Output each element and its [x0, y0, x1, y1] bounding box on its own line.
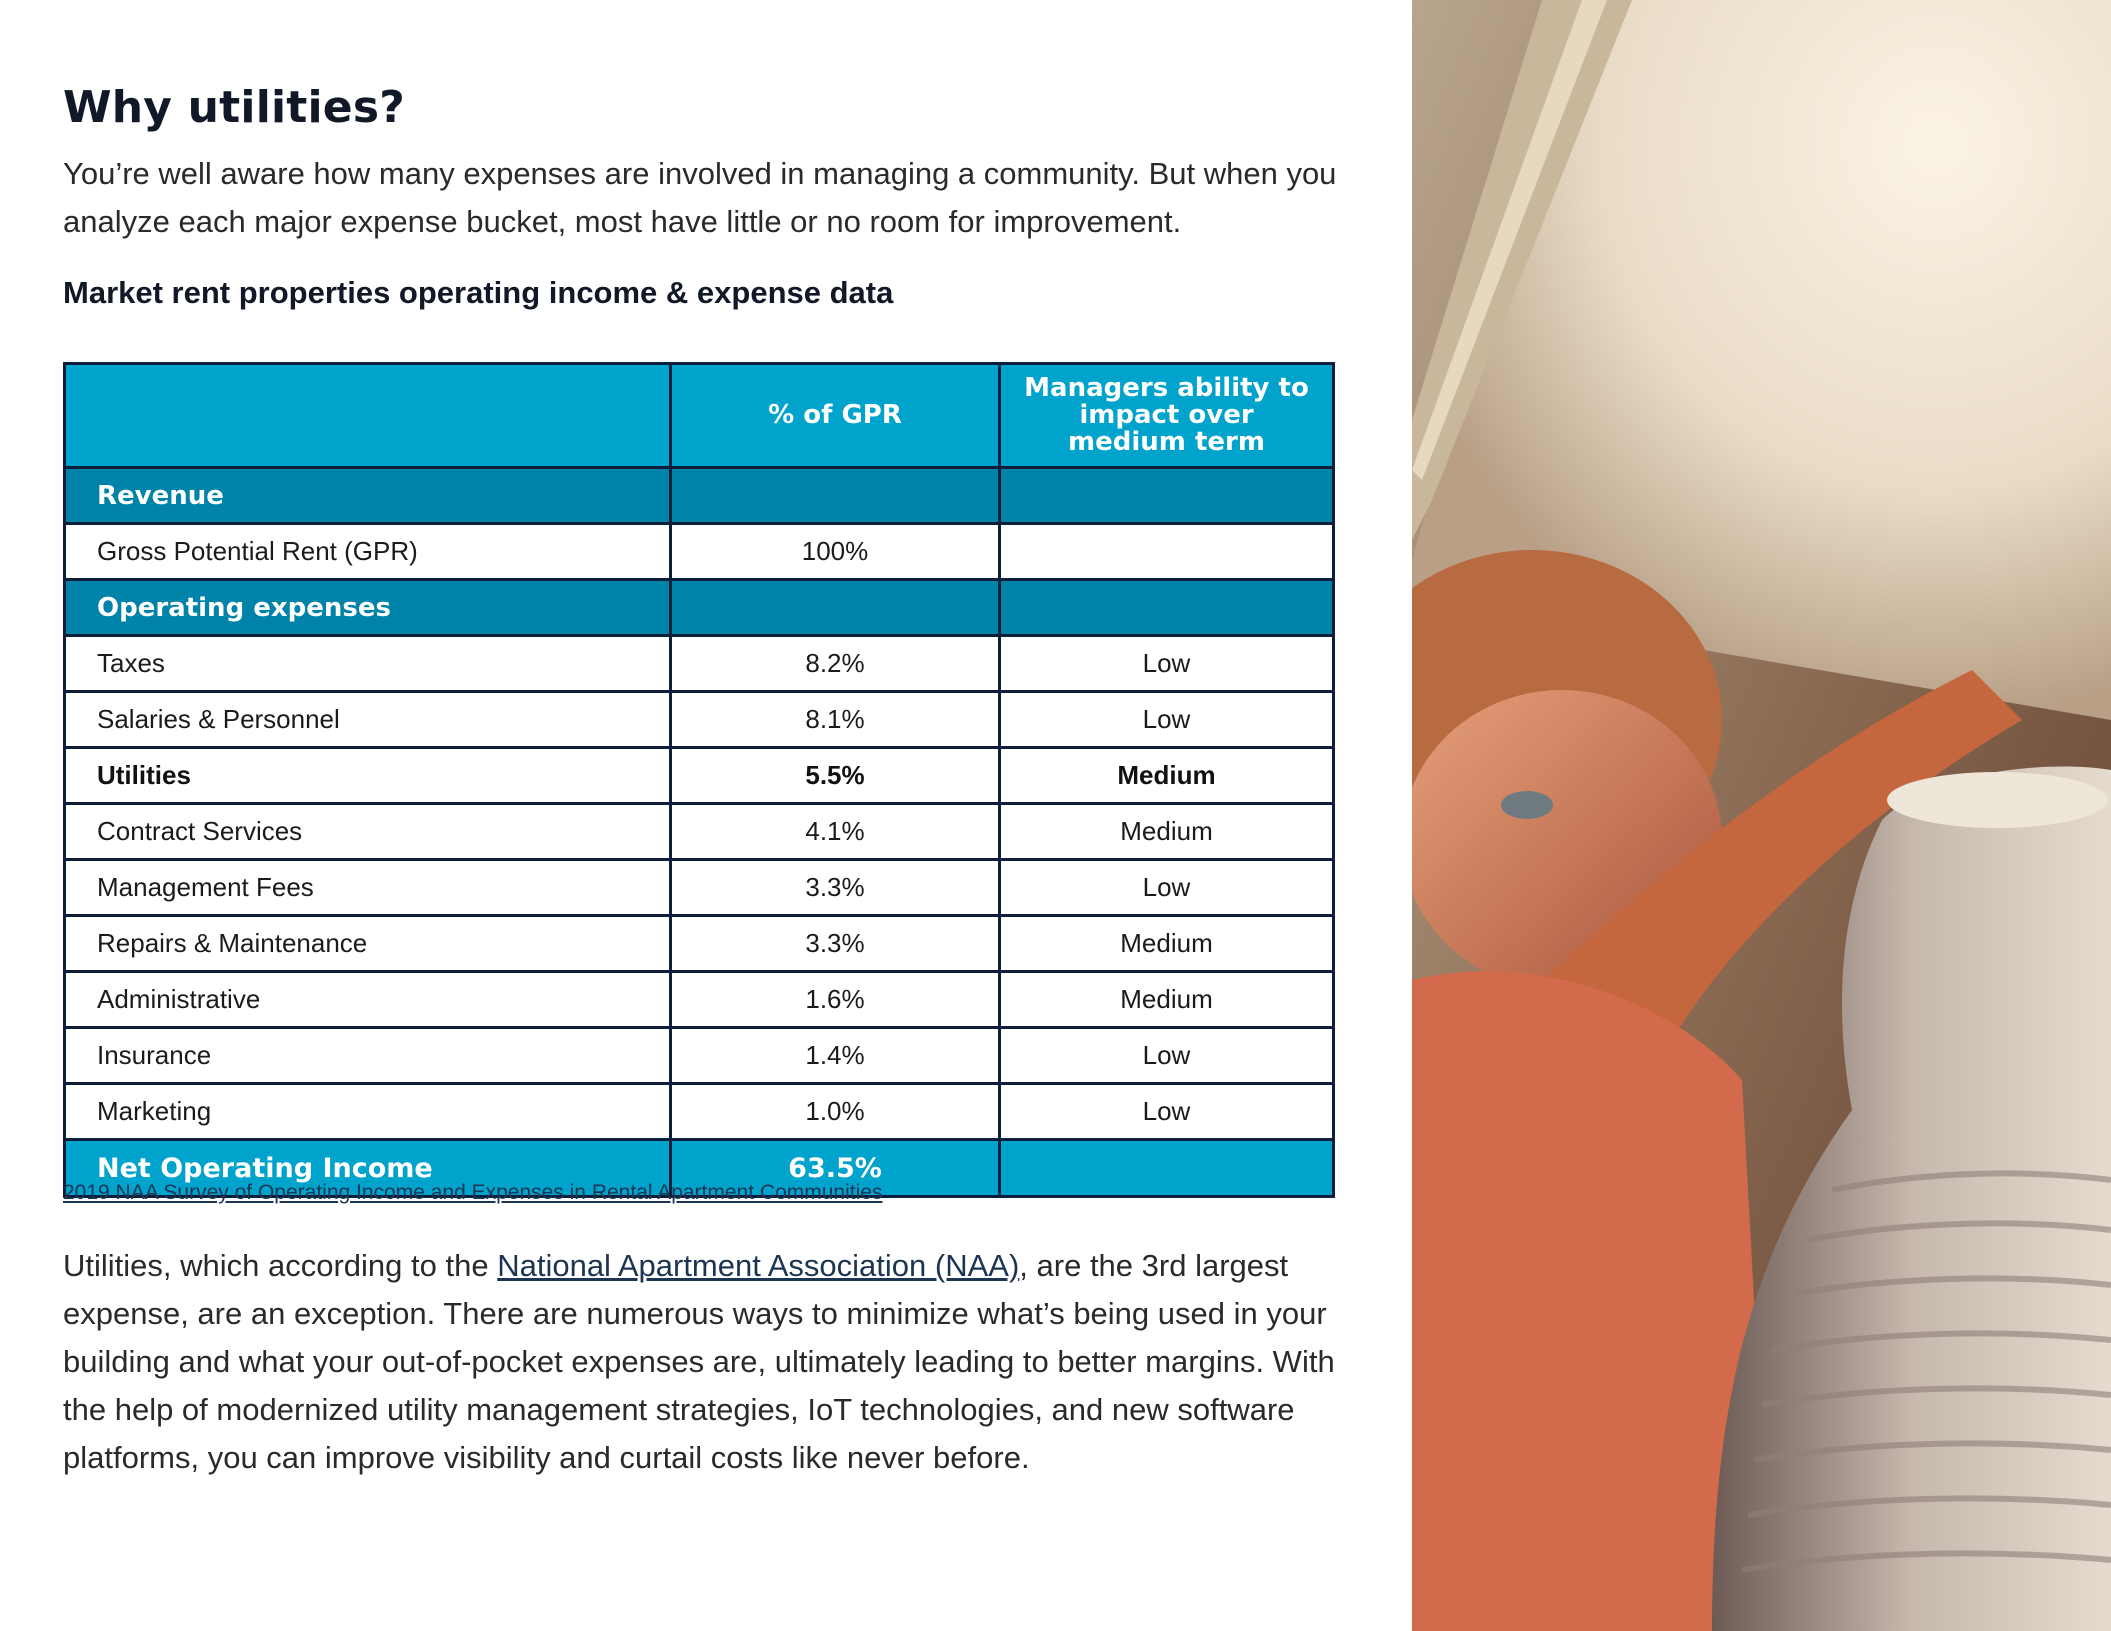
section-blank-cell [1000, 468, 1334, 524]
section-blank-cell [671, 468, 1000, 524]
row-impact: Low [1000, 1028, 1334, 1084]
page-title: Why utilities? [63, 82, 405, 133]
table-row [65, 916, 1334, 972]
row-pct: 1.4% [671, 1028, 1000, 1084]
header-pct-gpr: % of GPR [671, 364, 1000, 468]
row-impact: Low [1000, 636, 1334, 692]
row-label: Gross Potential Rent (GPR) [65, 524, 671, 580]
row-label: Administrative [65, 972, 671, 1028]
table-header-row [65, 364, 1334, 468]
row-impact: Low [1000, 692, 1334, 748]
row-pct: 3.3% [671, 860, 1000, 916]
table-row [65, 524, 1334, 580]
intro-paragraph: You’re well aware how many expenses are involved in managing a community. But when you analyze each major expense bucket, most have little or no room for improvement. [63, 156, 1337, 239]
section-row-revenue [65, 468, 1334, 524]
row-pct: 5.5% [671, 748, 1000, 804]
table-row [65, 1084, 1334, 1140]
table-row-utilities [65, 748, 1334, 804]
row-impact: Medium [1000, 916, 1334, 972]
row-label: Marketing [65, 1084, 671, 1140]
header-blank [65, 364, 671, 468]
body-text-before: Utilities, which according to the [63, 1248, 498, 1283]
row-impact: Low [1000, 860, 1334, 916]
row-pct: 1.6% [671, 972, 1000, 1028]
row-pct: 1.0% [671, 1084, 1000, 1140]
source-link[interactable]: 2019 NAA Survey of Operating Income and Expenses in Rental Apartment Communities [63, 1181, 883, 1204]
row-pct: 100% [671, 524, 1000, 580]
row-pct: 3.3% [671, 916, 1000, 972]
section-label: Operating expenses [65, 580, 671, 636]
section-row-opex [65, 580, 1334, 636]
table-row [65, 692, 1334, 748]
table-title: Market rent properties operating income & expense data [63, 275, 894, 310]
row-pct: 4.1% [671, 804, 1000, 860]
row-impact: Medium [1000, 804, 1334, 860]
expense-table [63, 362, 1335, 1198]
naa-link[interactable]: National Apartment Association (NAA) [497, 1248, 1020, 1283]
table-row [65, 1028, 1334, 1084]
row-label: Utilities [65, 748, 671, 804]
section-label: Revenue [65, 468, 671, 524]
row-label: Taxes [65, 636, 671, 692]
section-blank-cell [1000, 580, 1334, 636]
total-pct: 63.5% [671, 1140, 1000, 1197]
header-impact-text: Managers ability to impact over medium term [1024, 373, 1309, 457]
table-row [65, 860, 1334, 916]
total-impact [1000, 1140, 1334, 1197]
table-row [65, 636, 1334, 692]
table-row [65, 804, 1334, 860]
row-pct: 8.2% [671, 636, 1000, 692]
row-impact: Medium [1000, 972, 1334, 1028]
row-impact: Medium [1000, 748, 1334, 804]
section-blank-cell [671, 580, 1000, 636]
row-label: Contract Services [65, 804, 671, 860]
row-impact [1000, 524, 1334, 580]
body-text-after: , are the 3rd largest expense, are an exception. There are numerous ways to minimize what’s being used in your building and what your out-of-pocket expenses are, ultimately leading to better margins. With the help of modernized utility management strategies, IoT technologies, and new software platforms, you can improve visibility and curtail costs like never before. [63, 1248, 1335, 1475]
row-label: Insurance [65, 1028, 671, 1084]
row-impact: Low [1000, 1084, 1334, 1140]
lamp-photo [1412, 0, 2111, 1631]
row-label: Repairs & Maintenance [65, 916, 671, 972]
row-label: Management Fees [65, 860, 671, 916]
header-impact [1000, 364, 1334, 468]
lamp-photo-illustration [1412, 0, 2111, 1631]
table-row [65, 972, 1334, 1028]
row-label: Salaries & Personnel [65, 692, 671, 748]
body-paragraph [63, 1242, 1353, 1482]
row-pct: 8.1% [671, 692, 1000, 748]
total-label: Net Operating Income [65, 1140, 671, 1197]
